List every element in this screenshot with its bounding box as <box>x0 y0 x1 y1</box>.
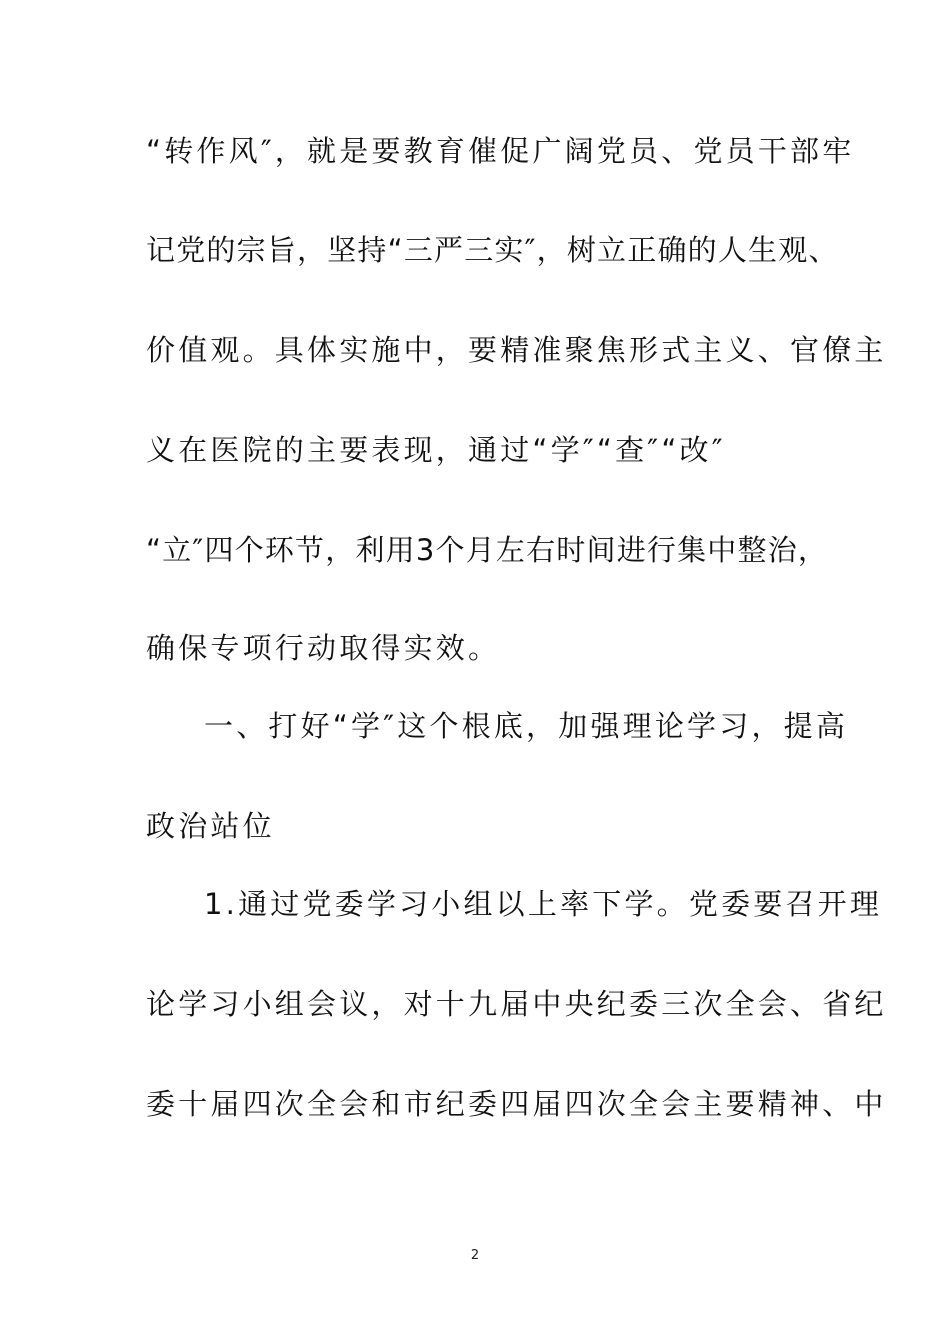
body-text-line: 委十届四次全会和市纪委四届四次全会主要精神、中 <box>146 1087 887 1121</box>
body-text-line: 确保专项行动取得实效。 <box>146 631 501 665</box>
body-text-line: “立″四个环节，利用3个月左右时间进行集中整治， <box>146 533 829 567</box>
body-text-line: 义在医院的主要表现，通过“学″“查″“改″ <box>146 433 726 467</box>
body-text-line: 1.通过党委学习小组以上率下学。党委要召开理 <box>204 887 883 921</box>
body-text-line: 记党的宗旨，坚持“三严三实″，树立正确的人生观、 <box>146 233 839 267</box>
body-text-line: 价值观。具体实施中，要精准聚焦形式主义、官僚主 <box>146 333 887 367</box>
body-text-line: 论学习小组会议，对十九届中央纪委三次全会、省纪 <box>146 987 887 1021</box>
section-heading-line: 政治站位 <box>146 809 275 843</box>
section-heading-line: 一、打好“学″这个根底，加强理论学习，提高 <box>204 709 849 743</box>
body-text-line: “转作风″，就是要教育催促广阔党员、党员干部牢 <box>146 134 855 168</box>
page-number: 2 <box>470 1248 480 1263</box>
